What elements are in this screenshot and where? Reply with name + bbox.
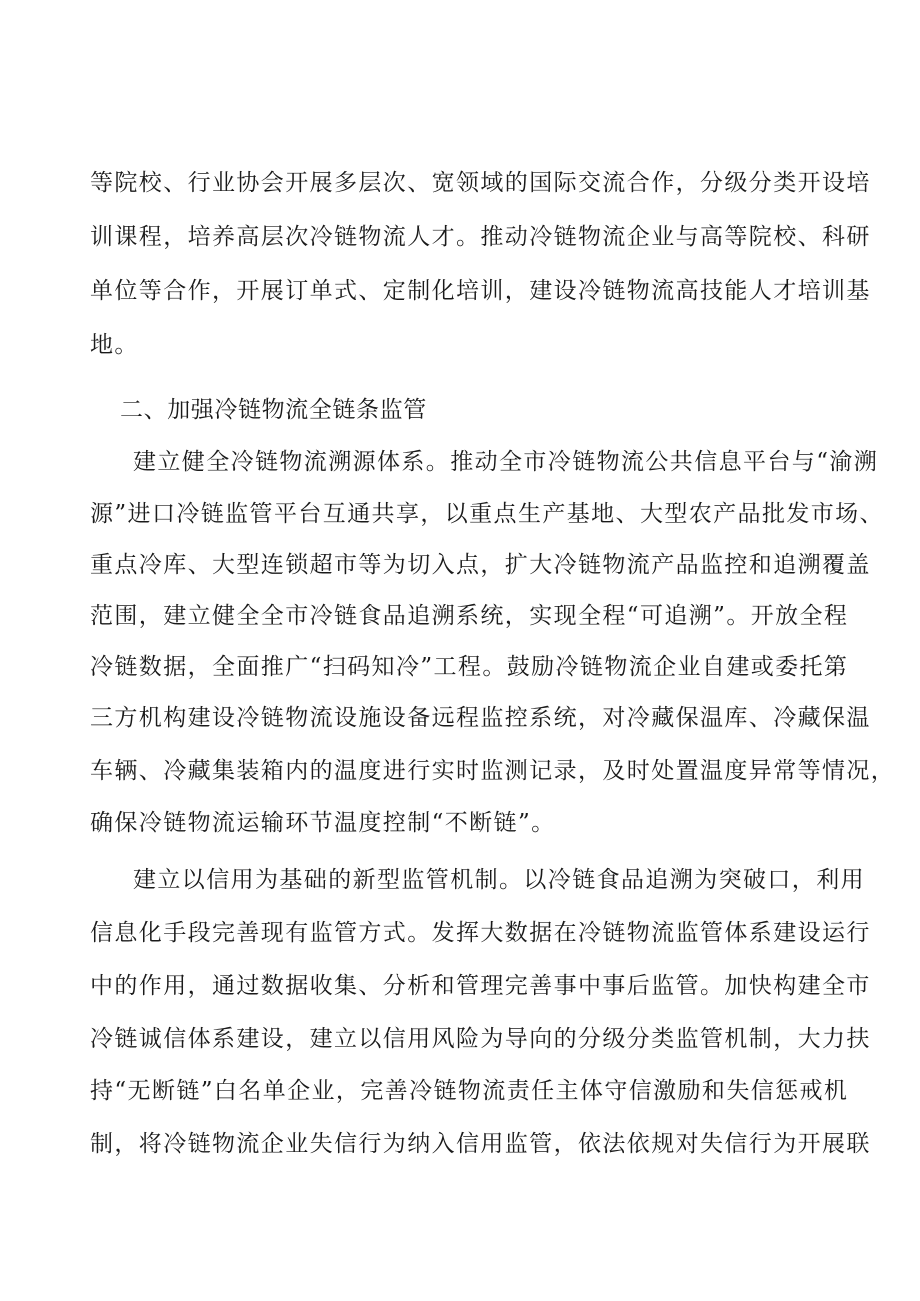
paragraph-2-line-2: 源”进口冷链监管平台互通共享，以重点生产基地、大型农产品批发市场、 (90, 501, 884, 527)
paragraph-2-line-3: 重点冷库、大型连锁超市等为切入点，扩大冷链物流产品监控和追溯覆盖 (90, 552, 871, 578)
paragraph-3-line-3: 中的作用，通过数据收集、分析和管理完善事中事后监管。加快构建全市 (90, 973, 871, 999)
paragraph-2-line-8: 确保冷链物流运输环节温度控制“不断链”。 (90, 810, 556, 836)
paragraph-2-line-5: 冷链数据，全面推广“扫码知冷”工程。鼓励冷链物流企业自建或委托第 (90, 654, 849, 680)
paragraph-1-line-1: 等院校、行业协会开展多层次、宽领域的国际交流合作，分级分类开设培 (90, 170, 871, 196)
paragraph-1-line-4: 地。 (90, 332, 139, 358)
paragraph-1-line-3: 单位等合作，开展订单式、定制化培训，建设冷链物流高技能人才培训基 (90, 278, 871, 304)
paragraph-3-line-4: 冷链诚信体系建设，建立以信用风险为导向的分级分类监管机制，大力扶 (90, 1026, 871, 1052)
paragraph-2-line-4: 范围，建立健全全市冷链食品追溯系统，实现全程“可追溯”。开放全程 (90, 603, 849, 629)
paragraph-3-line-1: 建立以信用为基础的新型监管机制。以冷链食品追溯为突破口，利用 (133, 867, 865, 893)
paragraph-3-line-5: 持“无断链”白名单企业，完善冷链物流责任主体守信激励和失信惩戒机 (90, 1078, 849, 1104)
paragraph-2-line-7: 车辆、冷藏集装箱内的温度进行实时监测记录，及时处置温度异常等情况， (90, 758, 896, 784)
paragraph-1-line-2: 训课程，培养高层次冷链物流人才。推动冷链物流企业与高等院校、科研 (90, 224, 871, 250)
paragraph-2-line-6: 三方机构建设冷链物流设施设备远程监控系统，对冷藏保温库、冷藏保温 (90, 705, 871, 731)
paragraph-3-line-2: 信息化手段完善现有监管方式。发挥大数据在冷链物流监管体系建设运行 (90, 920, 871, 946)
section-heading: 二、加强冷链物流全链条监管 (120, 397, 427, 423)
paragraph-3-line-6: 制，将冷链物流企业失信行为纳入信用监管，依法依规对失信行为开展联 (90, 1131, 871, 1157)
paragraph-2-line-1: 建立健全冷链物流溯源体系。推动全市冷链物流公共信息平台与“渝溯 (133, 449, 879, 475)
